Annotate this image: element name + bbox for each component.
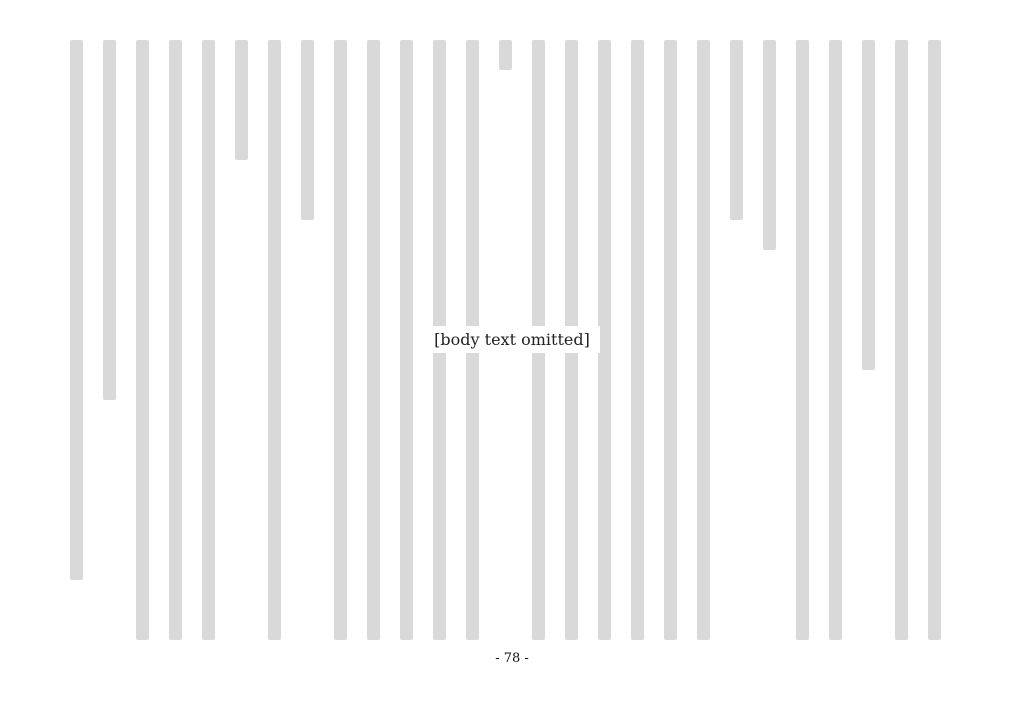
page-number: - 78 - (495, 651, 529, 666)
text-column-placeholder (730, 40, 743, 220)
body-text-note-wrapper (0, 330, 1024, 349)
text-column-placeholder (301, 40, 314, 220)
text-column-placeholder (235, 40, 248, 160)
text-column-placeholder (763, 40, 776, 250)
body-text-note: [body text omitted] (424, 326, 600, 353)
text-column-placeholder (70, 40, 83, 580)
text-column-placeholder (499, 40, 512, 70)
text-column-placeholder (862, 40, 875, 370)
